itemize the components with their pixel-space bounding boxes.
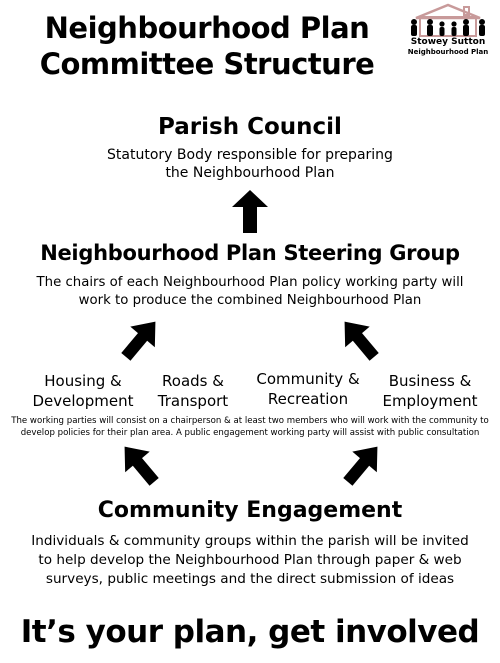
working-party-label-line-2: Recreation: [267, 390, 349, 408]
arrow-up-left-icon: [332, 311, 386, 367]
steering-group-heading: Neighbourhood Plan Steering Group: [40, 241, 460, 265]
community-engagement-heading: Community Engagement: [97, 498, 403, 523]
working-party-label-line-2: Employment: [382, 392, 478, 410]
working-party-label-line-1: Housing &: [44, 372, 122, 390]
working-party-label-line-1: Community &: [256, 370, 360, 388]
arrow-up-right-icon: [114, 311, 168, 367]
steering-group-line-2: work to produce the combined Neighbourhood Plan: [78, 293, 422, 308]
arrow-up-right-icon: [336, 436, 390, 492]
working-parties-note-line-1: The working parties will consist on a chairperson & at least two members who will work with the community to: [11, 416, 489, 426]
parish-council-line-1: Statutory Body responsible for preparing: [107, 147, 393, 163]
logo-name-line-2: Neighbourhood Plan: [407, 48, 489, 56]
working-party-label-line-2: Transport: [157, 392, 229, 410]
working-party-label-line-1: Business &: [388, 372, 472, 390]
footer-slogan: It’s your plan, get involved: [20, 614, 480, 650]
working-party-label-line-1: Roads &: [162, 372, 224, 390]
working-parties-note-line-2: develop policies for their plan area. A public engagement working party will assist with public consultation: [20, 427, 480, 438]
arrow-up-icon: [232, 190, 268, 233]
parish-council-line-2: the Neighbourhood Plan: [165, 165, 335, 181]
working-party-label-line-2: Development: [32, 392, 134, 410]
title-line-2: Committee Structure: [39, 47, 375, 81]
community-engagement-line-1: Individuals & community groups within the parish will be invited: [31, 533, 469, 549]
parish-council-heading: Parish Council: [158, 114, 342, 140]
logo-name-line-1: Stowey Sutton: [410, 37, 486, 47]
community-engagement-line-3: surveys, public meetings and the direct submission of ideas: [45, 571, 455, 587]
title-line-1: Neighbourhood Plan: [44, 11, 370, 45]
arrow-up-left-icon: [112, 436, 166, 492]
community-engagement-line-2: to help develop the Neighbourhood Plan through paper & web: [38, 552, 462, 568]
steering-group-line-1: The chairs of each Neighbourhood Plan policy working party will: [36, 275, 464, 290]
